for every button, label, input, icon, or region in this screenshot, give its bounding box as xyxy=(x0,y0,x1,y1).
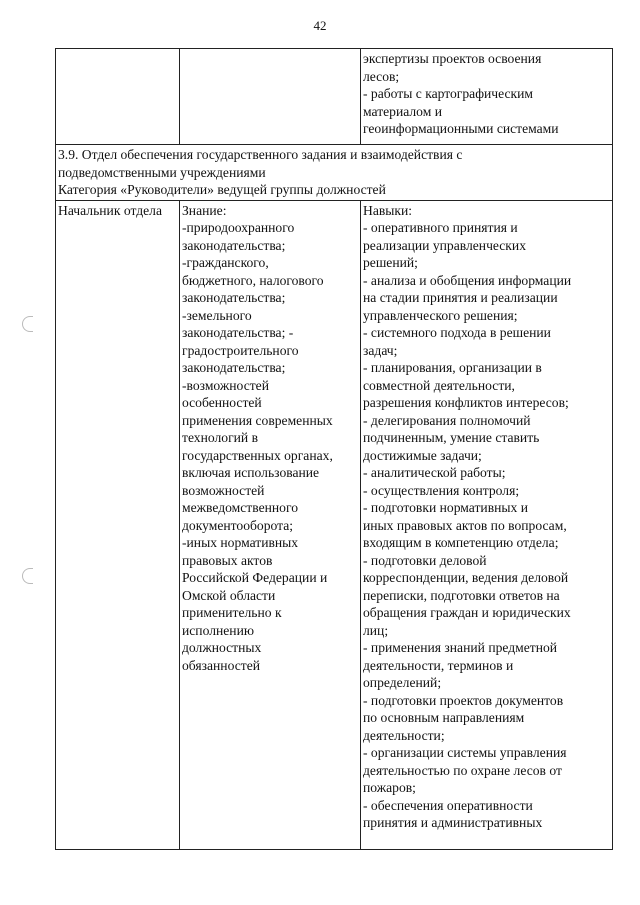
text-line: деятельностью по охране лесов от xyxy=(363,762,562,778)
text-line: лиц; xyxy=(363,622,389,638)
text-line: возможностей xyxy=(182,482,265,498)
text-line: обязанностей xyxy=(182,657,260,673)
text-line: Знание: xyxy=(182,202,227,218)
text-line: законодательства; xyxy=(182,290,286,305)
text-line: - применения знаний предметной xyxy=(363,640,558,655)
text-line: по основным направлениям xyxy=(363,710,525,725)
text-line: Навыки: xyxy=(363,202,413,218)
text-line: включая использование xyxy=(182,465,320,480)
text-line: применения современных xyxy=(182,412,333,428)
knowledge-cell xyxy=(180,200,361,849)
text-line: градостроительного xyxy=(182,342,299,358)
text-line: законодательства; xyxy=(182,360,286,375)
text-line: -возможностей xyxy=(182,377,269,393)
position-title: Начальник отдела xyxy=(58,202,162,218)
text-line: - системного подхода в решении xyxy=(363,325,551,340)
text-line: особенностей xyxy=(182,395,262,410)
text-line: обращения граждан и юридических xyxy=(363,605,571,620)
text-line: - обеспечения оперативности xyxy=(363,797,533,813)
continuation-position-cell xyxy=(56,49,180,145)
text-line: задач; xyxy=(363,342,398,358)
text-line: деятельности; xyxy=(363,727,445,743)
text-line: определений; xyxy=(363,675,442,690)
text-line: -гражданского, xyxy=(182,255,269,270)
punch-hole-mark xyxy=(22,568,33,584)
text-line: достижимые задачи; xyxy=(363,447,482,463)
text-line: документооборота; xyxy=(182,517,294,533)
continuation-skills-cell xyxy=(361,49,613,145)
text-line: решений; xyxy=(363,255,418,270)
text-line: лесов; xyxy=(363,68,400,84)
text-line: правовых актов xyxy=(182,552,273,568)
text-line: геоинформационными системами xyxy=(363,121,559,136)
position-row xyxy=(56,200,613,849)
text-line: исполнению xyxy=(182,622,254,638)
text-line: материалом и xyxy=(363,103,442,119)
text-line: пожаров; xyxy=(363,780,416,795)
text-line: иных правовых актов по вопросам, xyxy=(363,517,567,533)
skills-cell xyxy=(361,200,613,849)
section-category: Категория «Руководители» ведущей группы должностей xyxy=(58,182,386,197)
text-line: технологий в xyxy=(182,430,259,445)
text-line: - осуществления контроля; xyxy=(363,482,520,498)
text-line: - планирования, организации в xyxy=(363,360,542,375)
text-line: государственных органах, xyxy=(182,447,333,463)
text-line: реализации управленческих xyxy=(363,237,526,253)
text-line: -иных нормативных xyxy=(182,535,299,550)
text-line: межведомственного xyxy=(182,500,299,515)
text-line: бюджетного, налогового xyxy=(182,272,324,288)
section-header-cell xyxy=(56,145,613,201)
section-title: подведомственными учреждениями xyxy=(58,164,266,180)
text-line: входящим в компетенцию отдела; xyxy=(363,535,559,550)
text-line: совместной деятельности, xyxy=(363,377,515,393)
text-line: - подготовки проектов документов xyxy=(363,692,564,708)
text-line: - анализа и обобщения информации xyxy=(363,272,572,288)
punch-hole-mark xyxy=(22,316,33,332)
text-line: - подготовки деловой xyxy=(363,552,487,568)
text-line: управленческого решения; xyxy=(363,307,518,323)
qualification-table xyxy=(55,48,613,850)
continuation-knowledge-cell xyxy=(180,49,361,145)
text-line: законодательства; xyxy=(182,237,286,253)
text-line: Омской области xyxy=(182,587,276,603)
text-line: законодательства; - xyxy=(182,325,294,340)
continuation-row xyxy=(56,49,613,145)
text-line: - работы с картографическим xyxy=(363,86,534,101)
text-line: корреспонденции, ведения деловой xyxy=(363,570,569,585)
position-cell xyxy=(56,200,180,849)
text-line: на стадии принятия и реализации xyxy=(363,290,558,305)
text-line: подчиненным, умение ставить xyxy=(363,430,540,445)
section-header-row xyxy=(56,145,613,201)
text-line: - оперативного принятия и xyxy=(363,220,518,235)
text-line: - организации системы управления xyxy=(363,745,567,760)
text-line: переписки, подготовки ответов на xyxy=(363,587,560,603)
text-line: - делегирования полномочий xyxy=(363,412,531,428)
page-number: 42 xyxy=(313,18,327,33)
text-line: применительно к xyxy=(182,605,282,620)
text-line: экспертизы проектов освоения xyxy=(363,51,542,66)
text-line: -земельного xyxy=(182,307,252,323)
text-line: Российской Федерации и xyxy=(182,570,328,585)
section-title: 3.9. Отдел обеспечения государственного задания и взаимодействия с xyxy=(58,147,463,162)
text-line: - подготовки нормативных и xyxy=(363,500,528,515)
text-line: - аналитической работы; xyxy=(363,465,506,480)
text-line: должностных xyxy=(182,640,262,655)
text-line: деятельности, терминов и xyxy=(363,657,514,673)
text-line: принятия и административных xyxy=(363,815,543,830)
text-line: разрешения конфликтов интересов; xyxy=(363,395,569,410)
text-line: -природоохранного xyxy=(182,220,295,235)
